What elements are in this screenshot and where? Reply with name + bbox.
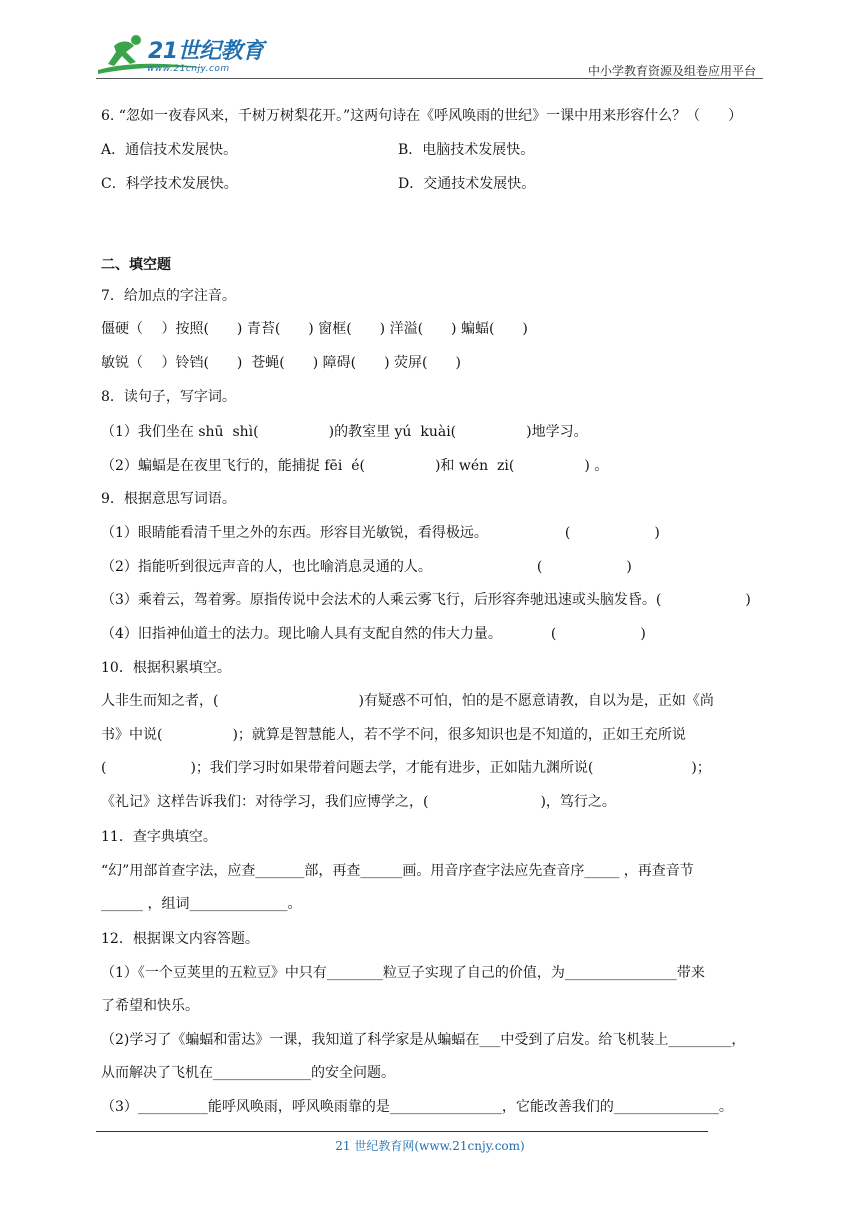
q9-stem: 9．根据意思写词语。 [101,491,236,507]
q9-item-3: （3）乘着云，驾着雾。原指传说中会法术的人乘云雾飞行，后形容奔驰迅速或头脑发昏。( ) [101,592,751,608]
q8-stem: 8．读句子，写字词。 [101,389,236,405]
q12-item-1a: （1）《一个豆荚里的五粒豆》中只有________粒豆子实现了自己的价值，为________________带来 [101,965,705,981]
q6-option-b[interactable]: B．电脑技术发展快。 [398,142,535,158]
q6-option-a[interactable]: A．通信技术发展快。 [101,142,238,158]
q12-item-2b: 从而解决了飞机在______________的安全问题。 [101,1065,395,1081]
q11-line-1: “幻”用部首查字法，应查_______部，再查______画。用音序查字法应先查音序_____ ，再查音节 [101,863,694,879]
q11-stem: 11．查字典填空。 [101,829,217,845]
q12-stem: 12．根据课文内容答题。 [101,931,259,947]
q12-item-1b: 了希望和快乐。 [101,998,199,1014]
q10-line-3: ( )；我们学习时如果带着问题去学，才能有进步，正如陆九渊所说( )； [101,760,711,776]
q7-row1: 僵硬（ ）按照( ) 青苔( ) 窗框( ) 洋溢( ) 蝙蝠( ) [101,321,528,337]
q10-line-2: 书》中说( )；就算是智慧能人，若不学不问，很多知识也是不知道的，正如王充所说 [101,727,686,743]
q10-stem: 10．根据积累填空。 [101,660,231,676]
q6-option-c[interactable]: C．科学技术发展快。 [101,176,238,192]
footer-link[interactable]: 21 世纪教育网(www.21cnjy.com) [335,1139,525,1153]
q10-line-1: 人非生而知之者，( )有疑惑不可怕，怕的是不愿意请教，自以为是，正如《尚 [101,693,714,709]
header-divider [96,78,763,79]
q6-option-d[interactable]: D．交通技术发展快。 [398,176,536,192]
q12-item-2a: （2)学习了《蝙蝠和雷达》一课，我知道了科学家是从蝙蝠在___中受到了启发。给飞机装上_________， [101,1032,746,1048]
q8-sentence-1: （1）我们坐在 shū shì( )的教室里 yú kuài( )地学习。 [101,424,588,440]
footer-divider [96,1131,708,1132]
q10-line-4: 《礼记》这样告诉我们：对待学习，我们应博学之，( )，笃行之。 [101,794,616,810]
q11-line-2: ______ ，组词______________。 [101,896,302,912]
section-title: 二、填空题 [101,257,171,273]
q8-sentence-2: （2）蝙蝠是在夜里飞行的，能捕捉 fēi é( )和 wén zi( ) 。 [101,458,609,474]
q7-stem: 7．给加点的字注音。 [101,288,236,304]
q9-item-2: （2）指能听到很远声音的人，也比喻消息灵通的人。 ( ) [101,559,632,575]
logo-text: 21世纪教育 [148,39,264,64]
logo-url: www.21cnjy.com [147,64,230,74]
q6-stem: 6. “忽如一夜春风来，千树万树梨花开。”这两句诗在《呼风唤雨的世纪》一课中用来形容什么？（ ） [101,108,743,124]
q9-item-1: （1）眼睛能看清千里之外的东西。形容目光敏锐，看得极远。 ( ) [101,525,660,541]
q9-item-4: （4）旧指神仙道士的法力。现比喻人具有支配自然的伟大力量。 ( ) [101,626,646,642]
q12-item-3: （3）__________能呼风唤雨，呼风唤雨靠的是________________，它能改善我们的_______________。 [101,1099,733,1115]
q7-row2: 敏锐（ ）铃铛( ) 苍蝇( ) 障碍( ) 荧屏( ) [101,355,461,371]
platform-title: 中小学教育资源及组卷应用平台 [587,64,756,78]
